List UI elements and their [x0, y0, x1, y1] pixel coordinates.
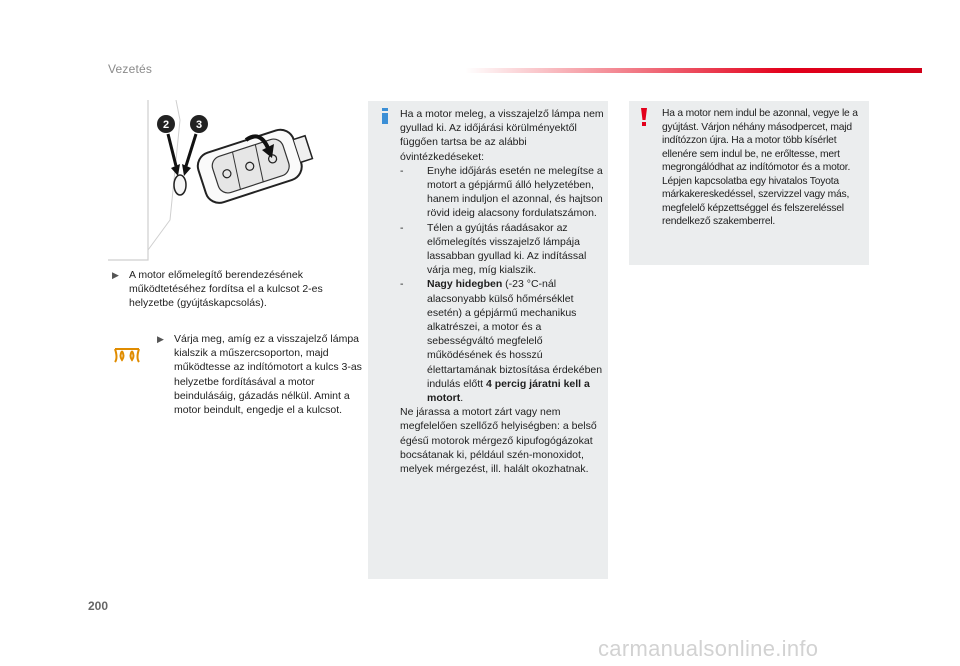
position-2-label: 2	[162, 119, 170, 131]
step-1-text: A motor előmelegítő berendezésének működtetéséhez fordítsa el a kulcsot 2-es helyzetbe (gyújtáskapcsolás).	[129, 269, 323, 310]
glow-plug-icon	[113, 346, 141, 364]
watermark: carmanualsonline.info	[598, 636, 819, 661]
info-text	[400, 107, 605, 476]
section-title: Vezetés	[108, 62, 153, 76]
page-number: 200	[88, 599, 109, 613]
position-3-label: 3	[195, 119, 203, 131]
header-accent-bar	[465, 68, 922, 73]
step-2	[157, 332, 362, 417]
step-1	[112, 268, 362, 311]
info-item-2: - Télen a gyújtás ráadásakor az előmelegítés visszajelző lámpája lassabban gyullad ki. Az indítással várja meg, míg kialszik.	[400, 221, 587, 277]
info-closing: Ne járassa a motort zárt vagy nem megfelelően szellőző helyiségben: a belső égésű motorok mérgező kipufogógázokat bocsátanak ki, például szén-monoxidot, melyek mérgezést, ill. halált okozhatnak.	[400, 406, 597, 476]
key-fob-illustration	[108, 100, 348, 268]
info-item-3: - Nagy hidegben (-23 °C-nál alacsonyabb külső hőmérséklet esetén) a gépjármű mechanikus alkatrészei, a motor és a sebességváltó megfelelő működésének és hosszú élettartamának biztosítása érdekében indulás előtt 4 percig járatni kell a motort.	[400, 278, 603, 405]
bullet-arrow-icon: ▶	[112, 270, 119, 280]
warning-exclamation-icon	[640, 108, 648, 126]
bullet-arrow-icon: ▶	[157, 334, 164, 344]
info-intro: Ha a motor meleg, a visszajelző lámpa nem gyullad ki. Az időjárási körülményektől függően tartsa be az alábbi óvintézkedéseket:	[400, 108, 604, 163]
info-item-1: - Enyhe időjárás esetén ne melegítse a motort a gépjármű álló helyzetében, hanem induljon el azonnal, és hajtson rövid ideig alacsony fordulatszámon.	[400, 164, 603, 220]
step-2-text: Várja meg, amíg ez a visszajelző lámpa kialszik a műszercsoporton, majd működtesse az indítómotort a kulcs 3-as helyzetbe fordításával a motor beindulásáig, gázadás nélkül. Amint a motor beindult, engedje el a kulcsot.	[174, 333, 362, 417]
info-icon	[380, 108, 390, 124]
warning-text: Ha a motor nem indul be azonnal, vegye le a gyújtást. Várjon néhány másodpercet, majd indítózzon újra. Ha a motor több kísérlet ellenére sem indul be, ne erőltesse, mert megrongálódhat az indítómotor és a motor. Lépjen kapcsolatba egy hivatalos Toyota márkakereskedéssel, szervizzel vagy más, megfelelő képzettséggel és felszereléssel rendelkező szakemberrel.	[662, 108, 858, 227]
